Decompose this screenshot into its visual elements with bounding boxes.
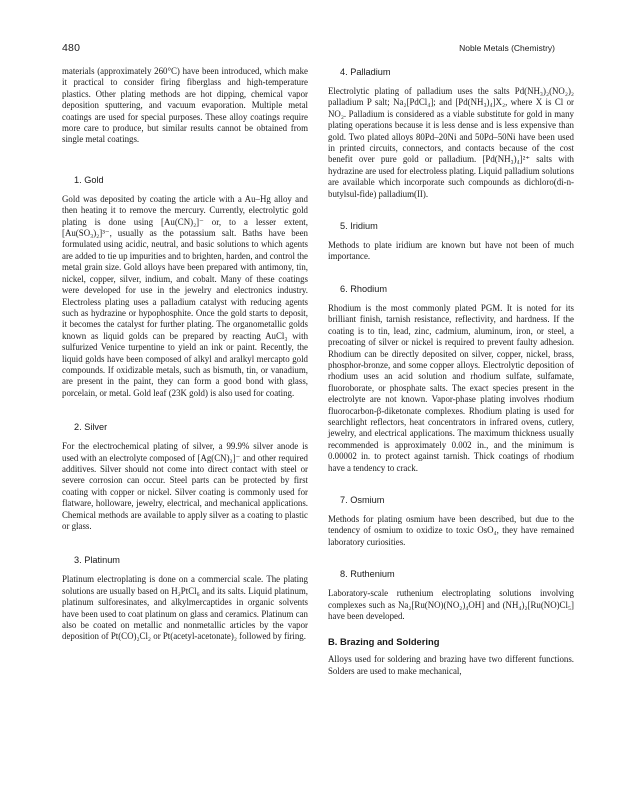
chemical-formula: [Au(SO₃)₂]³⁻ [62, 228, 110, 239]
brazing-paragraph: Alloys used for soldering and brazing have two different functions. Solders are used to make mechanical, [328, 654, 574, 676]
chemical-formula: [Pd(NH₃)₄]X₂ [455, 97, 506, 108]
chemical-formula: H₂PtCl₆ [171, 585, 200, 596]
section-heading-brazing-soldering: B. Brazing and Soldering [328, 636, 440, 648]
chemical-formula: (NH₄)₂[Ru(NO)Cl₅] [502, 599, 574, 610]
ruthenium-paragraph [328, 588, 574, 622]
text-run: ; and [433, 97, 456, 108]
text-run: and [484, 599, 503, 610]
section-heading-ruthenium: 8. Ruthenium [340, 569, 395, 580]
right-column [328, 66, 574, 677]
chemical-formula: Pd(NH₃)₂(NO₂)₂ [514, 86, 574, 96]
chemical-formula: Pt(acetyl-acetonate)₂ [162, 631, 237, 642]
text-run: or [151, 631, 163, 642]
section-heading-platinum: 3. Platinum [74, 555, 120, 566]
chemical-formula: OsO₄ [477, 525, 497, 536]
text-run: For the electrochemical plating of silver, a 99.9% silver anode is used with an electrolyte composed of [62, 441, 308, 463]
text-run: Gold was deposited by coating the article with a Au–Hg alloy and then heating it to remove the mercury. Currently, electrolytic gold plating is done using [62, 193, 308, 227]
section-heading-silver: 2. Silver [74, 422, 108, 433]
text-run: Platinum electroplating is done on a commercial scale. The plating solutions are usually based on [62, 574, 308, 596]
platinum-paragraph [62, 574, 308, 642]
chemical-formula: AuCl₃ [265, 330, 288, 341]
chemical-formula: Na₂[Ru(NO)(NO₂)₄OH] [398, 599, 485, 610]
text-run: , usually as the potassium salt. Baths have been formulated using acidic, neutral, and basic solutions to which agents are added to tie up impurities and to brighten, harden, and control the metal grain size. Gold alloys have been prepared with antimony, tin, nickel, copper, silver, indium, and cobalt. Many of these coatings were developed for use in the jewelry and electronics industry. Electroless plating uses a palladium catalyst with reducing agents such as hydrazine or hypophosphite. Once the gold starts to deposit, it becomes the catalyst for further plating. The organometallic golds known as liquid golds can be prepared by reacting [62, 228, 308, 341]
chemical-formula: [Ag(CN)₂]⁻ [197, 452, 241, 463]
section-heading-iridium: 5. Iridium [340, 221, 378, 232]
text-run: have been developed. [328, 611, 405, 621]
text-run: and other required additives. Silver should not come into direct contact with steel or severe corrosion can occur. Steel parts can be protected by first coating with copper or nickel. Silver coating is commonly used for flatware, holloware, jewelry, electrical, and mechanical applications. Chemical methods are available to apply silver as a coating to plastic or glass. [62, 452, 308, 531]
text-run: followed by firing. [236, 631, 306, 642]
text-run: salts with hydrazine are used for electroless plating. Liquid palladium solutions are available which incorporate such compounds as dichloro(di-n-butylsul-fide) palladium(II). [328, 154, 574, 199]
chemical-formula: Na₂[PdCl₄] [393, 97, 434, 108]
section-heading-rhodium: 6. Rhodium [340, 283, 387, 294]
text-run: , they have remained laboratory curiosities. [328, 525, 575, 547]
text-run: Methods for plating osmium have been described, but due to the tendency of osmium to oxidize to toxic [328, 513, 574, 536]
text-run: , where X is Cl or NO₂. Palladium is considered as a viable substitute for gold in many plating operations because it is less dense and is less expensive than gold. Two plated alloys 80Pd–20Ni and 50Pd–50Ni have been used in printed circuits, connectors, and contacts because of the cost benefit over pure gold or palladium. [328, 97, 575, 165]
iridium-paragraph: Methods to plate iridium are known but have not been of much importance. [328, 240, 574, 262]
section-heading-osmium: 7. Osmium [340, 494, 385, 505]
rhodium-paragraph: Rhodium is the most commonly plated PGM. It is noted for its brilliant finish, tarnish resistance, reflectivity, and hardness. If the coating is to tin, lead, zinc, cadmium, aluminum, iron, or steel, a precoating of silver or nickel is required to prevent faulty adhesion. Rhodium can be directly deposited on silver, copper, nickel, brass, phosphor-bronze, and some copper alloys. Electrolytic deposition of rhodium uses an acid solution and rhodium sulfate, sulfamate, fluoroborate, or phosphate salts. The exact species present in the electrolyte are not known. Vapor-phase plating involves rhodium fluorocarbon-β-diketonate complexes. Rhodium plating is used for searchlight reflectors, heat concentrators in infrared ovens, cutlery, jewelry, and electrical applications. The maximum thickness usually recommended is approximately 0.002 in., and the minimum is 0.00002 in. to protect against tarnish. Thick coatings of rhodium have a tendency to crack. [328, 302, 574, 473]
text-run: with sulfurized Venice turpentine to yield an ink or paint. Recently, the liquid golds have been composed of alkyl and aralkyl mercapto gold compounds. If oxidizable metals, such as bismuth, tin, or vanadium, are present in the paint, they can form a good bond with glass, porcelain, or metal. Gold leaf (23K gold) is also used for coating. [62, 330, 309, 398]
silver-paragraph [62, 441, 308, 532]
section-heading-gold: 1. Gold [74, 174, 104, 185]
chemical-formula: Pt(CO)₂Cl₂ [110, 631, 152, 642]
text-run: Laboratory-scale ruthenium electroplating solutions involving complexes such as [328, 588, 574, 610]
gold-paragraph [62, 194, 308, 399]
running-title: Noble Metals (Chemistry) [459, 43, 555, 53]
palladium-paragraph [328, 86, 574, 200]
text-run: and its salts. Liquid platinum, platinum sulforesinates, and alkylmercaptides in organic solvents have been used to coat platinum on glass and ceramics. Platinum can also be coated on metallic and nonmetallic articles by the vapor deposition of [62, 585, 308, 642]
page-number: 480 [62, 42, 81, 54]
chemical-formula: [Au(CN)₂]⁻ [161, 216, 204, 227]
intro-paragraph: materials (approximately 260°C) have been introduced, which make it practical to consider firing fiberglass and high-temperature plastics. Other plating methods are hot dipping, chemical vapor deposition sputtering, and vacuum evaporation. Multiple metal coatings are used for special purposes. These alloy coatings require more care to produce, but similar results cannot be obtained from single metal coatings. [62, 66, 308, 145]
osmium-paragraph [328, 514, 574, 548]
section-heading-palladium: 4. Palladium [340, 67, 391, 77]
text-run: palladium P salt; [328, 97, 394, 108]
text-run: or, to a lesser extent, [203, 216, 308, 227]
chemical-formula: [Pd(NH₃)₄]²⁺ [482, 154, 530, 165]
text-run: Electrolytic plating of palladium uses the salts [328, 86, 515, 96]
left-column [62, 66, 308, 643]
